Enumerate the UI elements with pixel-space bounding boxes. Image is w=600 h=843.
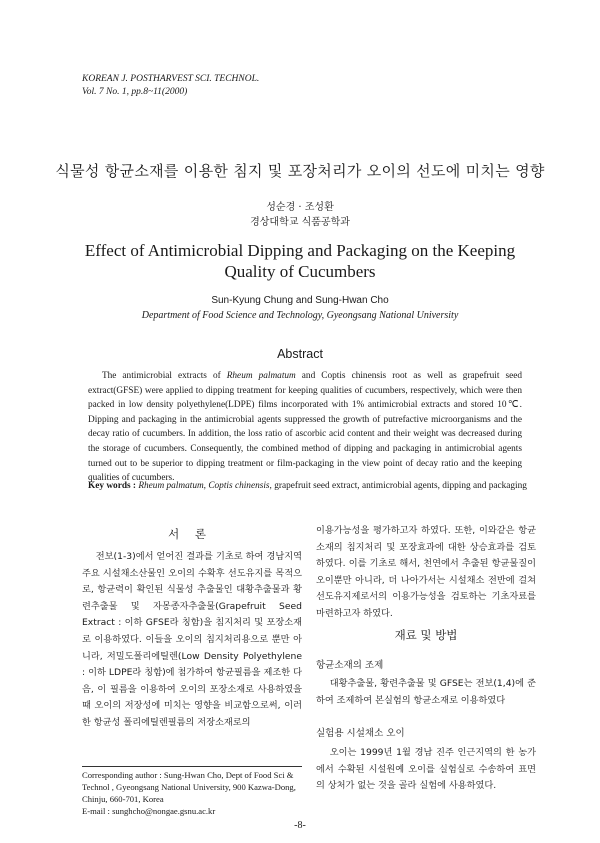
author-email: E-mail : sunghcho@nongae.gsnu.ac.kr [82,806,216,816]
korean-title: 식물성 항균소재를 이용한 침지 및 포장처리가 오이의 선도에 미치는 영향 [55,162,545,180]
methods-paragraph-2: 오이는 1999년 1월 경남 진주 인근지역의 한 농가에서 수확된 시설원예 오이를 실험실로 수송하여 표면의 상처가 없는 것을 골라 실험에 사용하였다. [316,747,536,792]
keywords-rest: grapefruit seed extract, antimicrobial agents, dipping and packaging [271,481,527,491]
intro-heading: 서 론 [168,527,212,541]
journal-name: KOREAN J. POSTHARVEST SCI. TECHNOL. [82,74,260,84]
methods-heading: 재료 및 방법 [394,628,458,642]
footnote [82,769,304,817]
intro-body-right [316,523,536,623]
methods-subheading-1: 항균소재의 조제 [316,660,384,671]
abstract-text-start: The antimicrobial extracts of [101,371,227,381]
english-title: Effect of Antimicrobial Dipping and Packaging on the Keeping Quality of Cucumbers [84,241,516,281]
journal-citation [82,73,259,98]
abstract-species: Rheum palmatum [226,371,296,381]
methods-paragraph-1: 대황추출물, 황련추출물 및 GFSE는 전보(1,4)에 준하여 조제하여 본실험의 항균소재로 이용하였다 [316,678,536,706]
keywords-italic: Rheum palmatum, Coptis chinensis, [136,481,272,491]
abstract-text-rest: and Coptis chinensis root as well as grapefruit seed extract(GFSE) were applied to dipping treatment for keeping qualities of cucumbers, respectively, which were then packed in low density polyethylene(LDPE) films incorporated with 1% antimicrobial extracts and stored 10℃. Dipping and packaging in the antimicrobial agents suppressed the growth of putrefactive microorganisms and the decay ratio of cucumbers. In addition, the loss ratio of ascorbic acid content and their weight was decreased during the storage of cucumbers. Consequently, the combined method of dipping and packaging in antimicrobial agents turned out to be superior to dipping treatment or film-packaging in the view point of decay ratio and the keeping qualities of cucumbers. [88,371,522,484]
intro-body-left [82,549,302,732]
footnote-divider [82,766,302,767]
korean-authors: 성순경 · 조성환 [266,202,334,213]
intro-paragraph-continued: 이용가능성을 평가하고자 하였다. 또한, 이와같은 항균소재의 침지처리 및 포장효과에 대한 상승효과를 검토하였다. 이를 기초로 해서, 천연에서 추출된 항균물질이 오이뿐만 아니라, 더 나아가서는 시설채소 전반에 걸쳐 선도유지제로서의 이용가능성을 검토하는 기초자료를 마련하고자 하였다. [316,525,536,619]
methods-body-1 [316,676,536,709]
english-affiliation: Department of Food Science and Technology, Gyeongsang National University [141,310,459,321]
abstract-body [88,369,522,486]
intro-paragraph: 전보(1-3)에서 얻어진 결과를 기초로 하여 경남지역 주요 시설채소산물인 오이의 수확후 선도유지를 목적으로, 항균력이 확인된 식물성 추출물인 대황추출물과 황련추출물 및 자몽종자추출물(Grapefruit Seed Extract : 이하 GFSE라 칭함)을 침지처리 및 포장소재로 이용하였다. 이들을 오이의 침지처리용으로 뿐만 아니라, 저밀도폴리에틸렌(Low Density Polyethylene : 이하 LDPE라 칭함)에 첨가하여 항균필름을 제조한 다음, 이 필름을 이용하여 오이의 포장소재로 사용하였을 때 오이의 저장성에 미치는 영향을 비교함으로써, 이러한 항균성 폴리에틸렌필름의 저장소재로의 [82,551,302,728]
english-authors: Sun-Kyung Chung and Sung-Hwan Cho [211,295,389,306]
keywords [88,480,528,493]
page-number: -8- [294,820,306,831]
korean-affiliation: 경상대학교 식품공학과 [250,217,350,228]
corresponding-author: Corresponding author : Sung-Hwan Cho, Dept of Food Sci & Technol , Gyeongsang National University, 900 Kazwa-Dong, Chinju, 660-701, Korea [82,770,296,804]
abstract-heading: Abstract [277,347,323,361]
journal-volume: Vol. 7 No. 1, pp.8~11(2000) [82,86,188,97]
methods-body-2 [316,745,536,795]
keywords-label: Key words : [88,481,137,491]
methods-subheading-2: 실험용 시설채소 오이 [316,728,405,739]
